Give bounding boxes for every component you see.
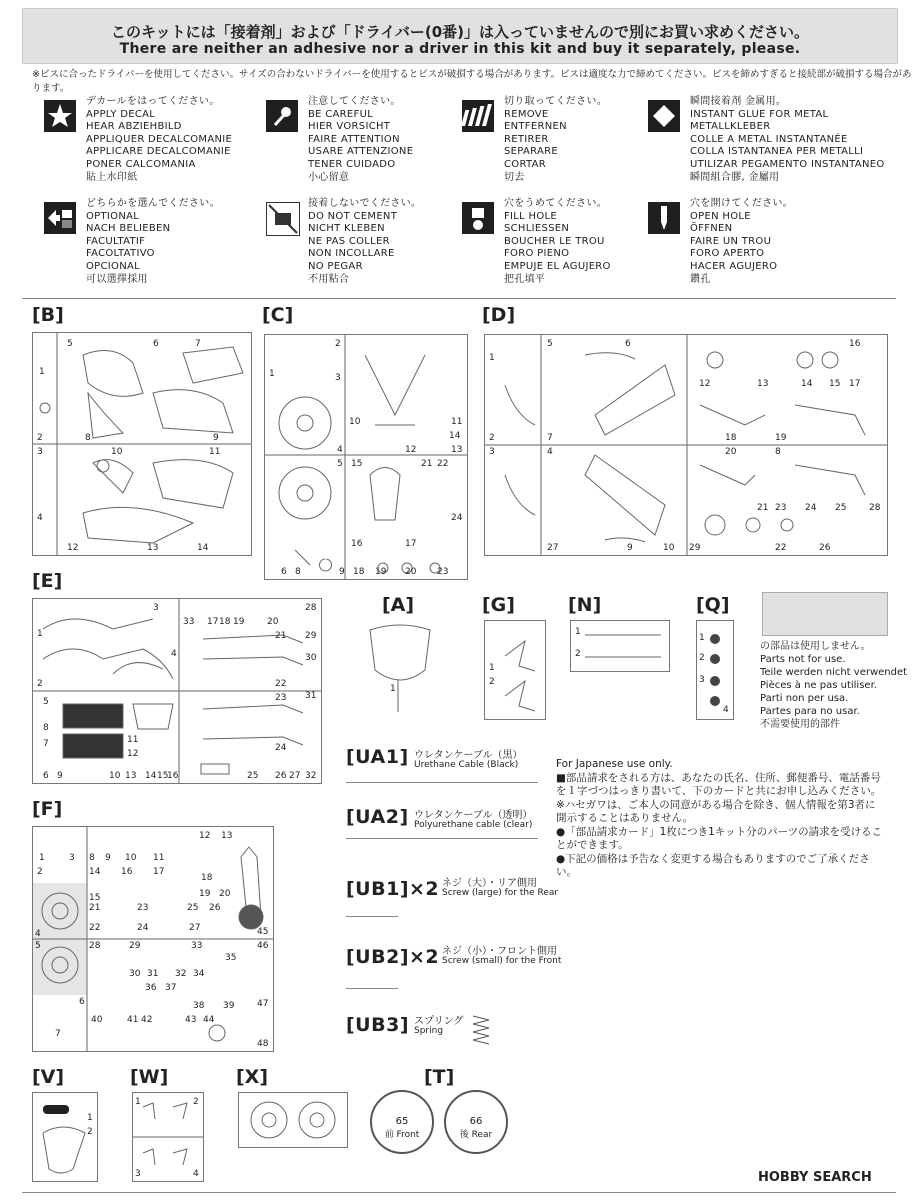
sprue-a-label: [A] [382,594,415,616]
not-used-legend: の部品は使用しません。 Parts not for use. Teile werden nicht verwendet Pièces à ne pas utiliser. Parti non per usa. Partes para no usar. 不需要使用的部件 [760,641,908,730]
sprue-g: 1 2 [484,620,546,720]
screw-note: ※ビスに合ったドライバーを使用してください。サイズの合わないドライバーを使用するとビスが破損する場合があります。ビスは適度な力で締めてください。ビスを締めすぎると接続部が破損する場合があります。 [32,69,912,94]
sprue-q-label: [Q] [696,594,730,616]
sprue-g-label: [G] [482,594,515,616]
sprue-c-label: [C] [262,304,294,326]
ub2-screw [346,988,398,989]
sprue-v-drawing [33,1093,97,1181]
do-not-cement-icon [266,202,300,236]
sprue-f: 1 2 3 8 9 10 11 12 13 14 15 16 17 18 19 20 21 22 23 24 25 26 27 4 5 28 29 30 31 32 33 34 35 36 37 38 39 40 41 42 43 44 45 46 47 48 6 7 [32,826,274,1052]
open-hole-icon [648,202,680,234]
sprue-n-drawing [571,621,669,671]
ub1-screw [346,916,398,917]
sprue-c: 2 1 3 10 11 14 4 12 13 5 15 21 22 24 16 17 6 8 9 18 19 20 23 [264,334,468,580]
ua2-code: [UA2] [346,806,409,828]
ub3-code: [UB3] [346,1014,409,1036]
section-divider [22,298,896,299]
not-used-swatch [762,592,888,636]
sprue-w-label: [W] [130,1066,169,1088]
tire-front: 65 前 Front [370,1090,434,1154]
sprue-t-label: [T] [424,1066,455,1088]
remove-icon [462,100,494,132]
ub1-code: [UB1]×2 [346,878,440,900]
sprue-b-drawing [33,333,251,555]
sprue-c-drawing [265,335,467,579]
ub2-jp: ネジ（小）・フロント側用 [442,946,557,957]
ub1-jp: ネジ（大）・リア側用 [442,878,537,889]
sprue-b: 5 6 7 1 2 8 9 3 10 11 4 12 13 14 [32,332,252,556]
ua2-en: Polyurethane cable (clear) [414,820,533,830]
ua1-cable [346,782,538,783]
optional-icon [44,202,76,234]
sprue-w: 1 2 3 4 [132,1092,204,1182]
sprue-f-label: [F] [32,798,63,820]
ub3-jp: スプリング [414,1016,464,1027]
ua1-jp: ウレタンケーブル（黒） [414,750,523,761]
hobby-search-watermark: HOBBY SEARCH [758,1170,872,1185]
sprue-n: 1 2 [570,620,670,672]
ua2-cable [346,838,538,839]
sprue-d-label: [D] [482,304,516,326]
sprue-d-drawing [485,335,887,555]
sprue-a-drawing [360,620,440,716]
sprue-e: 3 33 17 18 19 20 28 1 21 29 4 30 22 2 31 23 5 11 24 8 7 12 6 9 10 13 14 15 16 25 26 27 32 [32,598,322,784]
sprue-v: 1 2 [32,1092,98,1182]
sprue-d: 5 6 16 1 12 13 14 15 17 2 7 18 19 3 20 4 8 21 23 24 25 28 29 22 26 27 9 10 [484,334,888,556]
apply-decal-icon [44,100,76,132]
sprue-e-label: [E] [32,570,63,592]
sprue-x-label: [X] [236,1066,269,1088]
ua1-code: [UA1] [346,746,409,768]
sprue-b-label: [B] [32,304,64,326]
tire-rear: 66 後 Rear [444,1090,508,1154]
ub2-code: [UB2]×2 [346,946,440,968]
spring-icon [470,1012,492,1050]
ub1-en: Screw (large) for the Rear [442,888,559,898]
sprue-x [238,1092,348,1148]
ub3-en: Spring [414,1026,444,1036]
parts-order-info: For Japanese use only. ■部品請求をされる方は、あなたの氏名、住所、郵便番号、電話番号を１字づつはっきり書いて、下のカードと共にお申し込みください。 ※ハセガワは、ご本人の同意がある場合を除き、個人情報を第3者に開示することはありません。 ●「部品請求カード」1枚につき1キット分のパーツの請求を受けることができます。 ●下記の価格は予告なく変更する場合もありますのでご了承ください。 [556,758,883,878]
banner-jp: このキットには「接着剤」および「ドライバー(0番)」は入っていませんので別にお買い求めください。 [110,23,810,41]
ub2-en: Screw (small) for the Front [442,956,562,966]
sprue-q: 1 2 3 4 [696,620,734,720]
sprue-v-label: [V] [32,1066,65,1088]
be-careful-icon [266,100,298,132]
ua1-en: Urethane Cable (Black) [414,760,519,770]
warning-banner [22,8,898,64]
bottom-divider [22,1192,896,1193]
instant-glue-icon [648,100,680,132]
sprue-a: 1 [360,620,440,716]
banner-en: There are neither an adhesive nor a driver in this kit and buy it separately, please. [119,41,801,57]
sprue-x-drawing [239,1093,347,1147]
fill-hole-icon [462,202,494,234]
sprue-n-label: [N] [568,594,602,616]
ua2-jp: ウレタンケーブル（透明） [414,810,533,821]
